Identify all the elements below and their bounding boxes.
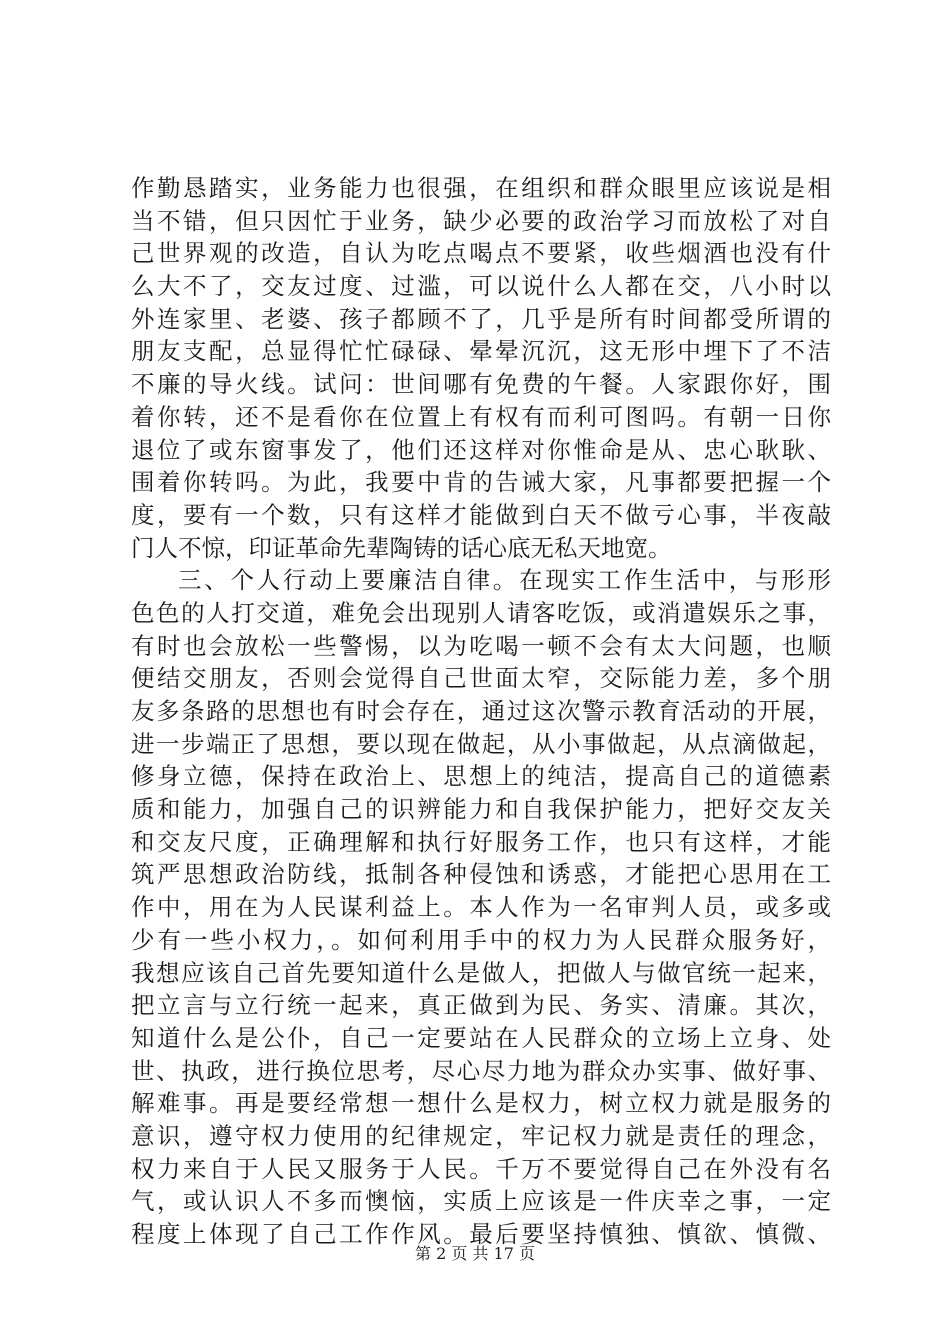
text-line: 意识，遵守权力使用的纪律规定，牢记权力就是责任的理念，	[131, 1121, 831, 1150]
text-line: 当不错，但只因忙于业务，缺少必要的政治学习而放松了对自	[131, 206, 831, 235]
text-line: 权力来自于人民又服务于人民。千万不要觉得自己在外没有名	[131, 1154, 831, 1183]
text-line: 进一步端正了思想，要以现在做起，从小事做起，从点滴做起，	[131, 729, 831, 758]
text-line: 质和能力，加强自己的识辨能力和自我保护能力，把好交友关	[131, 795, 831, 824]
text-line: 把立言与立行统一起来，真正做到为民、务实、清廉。其次，	[131, 991, 831, 1020]
text-line: 气，或认识人不多而懊恼，实质上应该是一件庆幸之事，一定	[131, 1187, 831, 1216]
text-line: 着你转，还不是看你在位置上有权有而利可图吗。有朝一日你	[131, 402, 831, 431]
paragraph-start-line: 三、个人行动上要廉洁自律。在现实工作生活中，与形形	[178, 566, 831, 595]
text-line: 友多条路的思想也有时会存在，通过这次警示教育活动的开展，	[131, 697, 831, 725]
text-line: 和交友尺度，正确理解和执行好服务工作，也只有这样，才能	[131, 827, 831, 856]
paragraph-end-line: 门人不惊，印证革命先辈陶铸的话心底无私天地宽。	[131, 533, 672, 562]
text-line: 知道什么是公仆，自己一定要站在人民群众的立场上立身、处	[131, 1023, 831, 1052]
text-line: 程度上体现了自己工作作风。最后要坚持慎独、慎欲、慎微、	[131, 1220, 831, 1248]
body-text	[131, 172, 831, 1251]
text-line: 有时也会放松一些警惕，以为吃喝一顿不会有太大问题，也顺	[131, 631, 831, 660]
text-line: 度，要有一个数，只有这样才能做到白天不做亏心事，半夜敲	[131, 500, 831, 529]
text-line: 作中，用在为人民谋利益上。本人作为一名审判人员，或多或	[131, 893, 831, 922]
text-line: 修身立德，保持在政治上、思想上的纯洁，提高自己的道德素	[131, 762, 831, 791]
text-line: 筑严思想政治防线，抵制各种侵蚀和诱惑，才能把心思用在工	[131, 860, 831, 889]
text-line: 不廉的导火线。试问：世间哪有免费的午餐。人家跟你好，围	[131, 370, 831, 399]
text-line: 解难事。再是要经常想一想什么是权力，树立权力就是服务的	[131, 1089, 831, 1118]
text-line: 己世界观的改造，自认为吃点喝点不要紧，收些烟酒也没有什	[131, 239, 831, 268]
text-line: 世、执政，进行换位思考，尽心尽力地为群众办实事、做好事、	[131, 1056, 831, 1085]
text-line: 退位了或东窗事发了，他们还这样对你惟命是从、忠心耿耿、	[131, 435, 831, 464]
text-line: 色色的人打交道，难免会出现别人请客吃饭，或消遣娱乐之事，	[131, 598, 831, 627]
text-line: 少有一些小权力，。如何利用手中的权力为人民群众服务好，	[131, 925, 831, 954]
page-number-footer: 第 2 页 共 17 页	[415, 1244, 535, 1263]
text-line: 朋友支配，总显得忙忙碌碌、晕晕沉沉，这无形中埋下了不洁	[131, 337, 831, 366]
text-line: 作勤恳踏实，业务能力也很强，在组织和群众眼里应该说是相	[131, 174, 831, 202]
text-line: 我想应该自己首先要知道什么是做人，把做人与做官统一起来，	[131, 958, 831, 987]
text-line: 外连家里、老婆、孩子都顾不了，几乎是所有时间都受所谓的	[131, 304, 831, 333]
text-line: 便结交朋友，否则会觉得自己世面太窄，交际能力差，多个朋	[131, 664, 831, 693]
text-line: 么大不了，交友过度、过滥，可以说什么人都在交，八小时以	[131, 272, 831, 301]
text-line: 围着你转吗。为此，我要中肯的告诫大家，凡事都要把握一个	[131, 468, 831, 497]
